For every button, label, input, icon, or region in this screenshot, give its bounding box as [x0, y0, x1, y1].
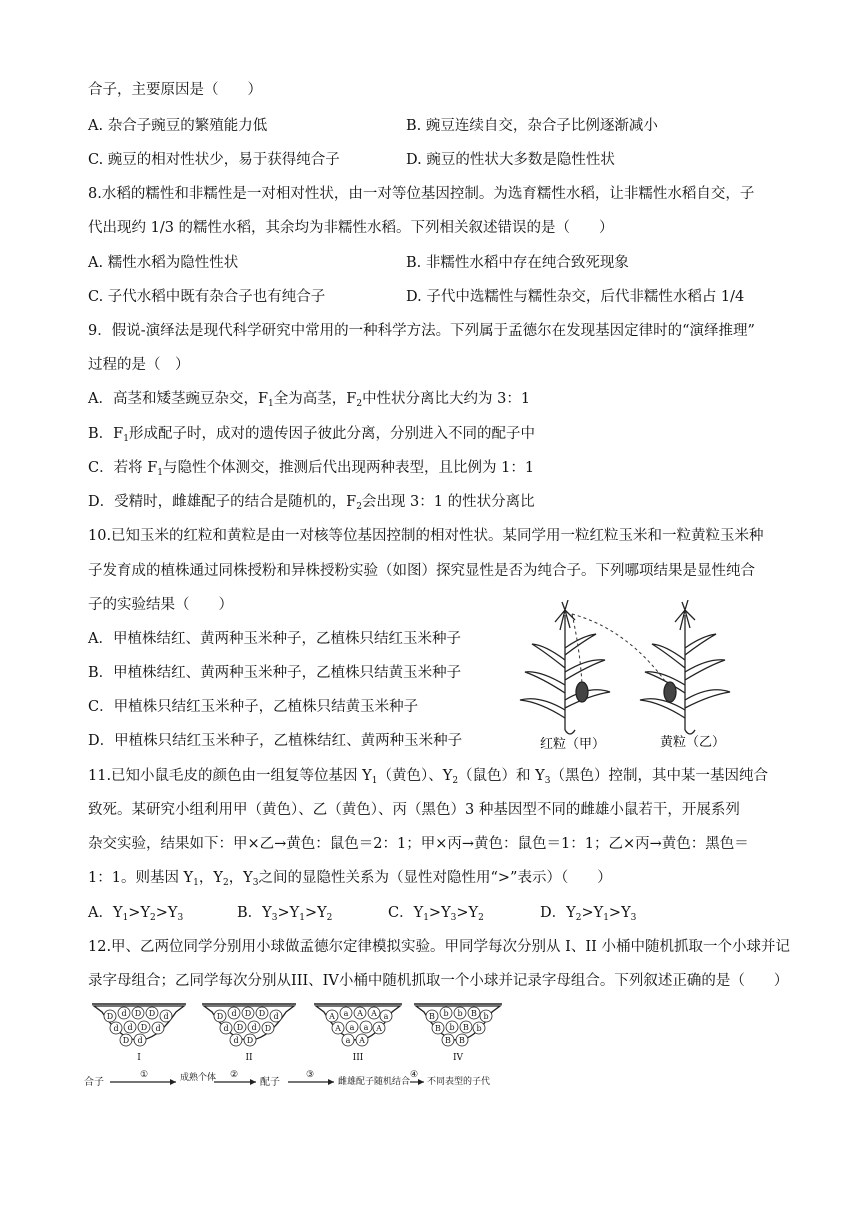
q12-stem-line1: 12.甲、乙两位同学分别用小球做孟德尔定律模拟实验。甲同学每次分别从 I、II 小桶中随机抓取一个小球并记	[88, 939, 790, 955]
q10-option-b: B．甲植株结红、黄两种玉米种子，乙植株只结黄玉米种子	[88, 665, 462, 681]
bucket-1	[92, 1004, 186, 1063]
q8-option-d: D. 子代中选糯性与糯性杂交，后代非糯性水稻占 1/4	[406, 289, 745, 305]
q7-stem: 合子，主要原因是（ ）	[88, 82, 262, 98]
q9-stem-line2: 过程的是（ ）	[88, 357, 190, 373]
svg-text:d: d	[155, 1024, 161, 1033]
q7-option-b: B. 豌豆连续自交，杂合子比例逐渐减小	[406, 118, 658, 134]
svg-text:B: B	[429, 1012, 435, 1021]
flow-chain	[84, 1070, 490, 1088]
svg-text:d: d	[127, 1023, 133, 1032]
svg-text:D: D	[264, 1024, 272, 1033]
svg-text:b: b	[443, 1009, 449, 1018]
q11-stem-line4: 1：1。则基因 $Y_1$，$Y_2$，$Y_3$之间的显隐性关系为（显性对隐性用“>”表示）（ ）	[88, 870, 612, 888]
svg-text:④: ④	[410, 1070, 419, 1080]
bucket-4-label: IV	[452, 1053, 464, 1063]
fig-label-red: 红粒（甲）	[540, 737, 606, 750]
svg-text:D: D	[122, 1036, 130, 1045]
bucket-4	[414, 1004, 502, 1063]
svg-text:①: ①	[140, 1070, 149, 1080]
flow-random-fusion: 雌雄配子随机结合	[338, 1077, 411, 1087]
q7-option-d: D. 豌豆的性状大多数是隐性性状	[406, 152, 615, 168]
q7-option-c: C. 豌豆的相对性状少，易于获得纯合子	[88, 152, 340, 168]
flow-offspring: 不同表型的子代	[427, 1077, 491, 1087]
q11-stem-line2: 致死。某研究小组利用甲（黄色）、乙（黄色）、丙（黑色）3 种基因型不同的雌雄小鼠若干，开展系列	[88, 802, 740, 818]
svg-text:B: B	[435, 1024, 441, 1033]
svg-text:d: d	[121, 1009, 127, 1018]
svg-text:d: d	[233, 1036, 239, 1045]
svg-text:b: b	[457, 1009, 463, 1018]
svg-text:A: A	[376, 1024, 382, 1033]
buckets-figure	[84, 998, 504, 1108]
flow-mature: 成熟个体	[180, 1073, 217, 1083]
svg-text:a: a	[363, 1023, 369, 1032]
svg-text:a: a	[349, 1023, 355, 1032]
bucket-3-label: III	[352, 1053, 364, 1063]
svg-text:a: a	[383, 1012, 389, 1021]
corn-plants-figure	[510, 600, 770, 750]
q9-option-a: A．高茎和矮茎豌豆杂交，$F_1$全为高茎，$F_2$中性状分离比大约为 3：1	[88, 391, 531, 409]
q10-stem-line1: 10.已知玉米的红粒和黄粒是由一对核等位基因控制的相对性状。某同学用一粒红粒玉米和一粒黄粒玉米种	[88, 528, 764, 544]
q8-stem-line1: 8.水稻的糯性和非糯性是一对相对性状，由一对等位基因控制。为选育糯性水稻，让非糯性水稻自交，子	[88, 186, 755, 202]
svg-text:b: b	[449, 1023, 455, 1032]
flow-zygote: 合子	[84, 1077, 104, 1088]
svg-text:D: D	[258, 1009, 266, 1018]
q10-option-d: D．甲植株只结红玉米种子，乙植株结红、黄两种玉米种子	[88, 733, 463, 749]
bucket-1-label: I	[137, 1053, 141, 1063]
svg-text:D: D	[148, 1009, 156, 1018]
svg-text:d: d	[223, 1024, 229, 1033]
svg-text:b: b	[476, 1024, 482, 1033]
svg-text:D: D	[134, 1009, 142, 1018]
svg-text:d: d	[231, 1009, 237, 1018]
q12-stem-line2: 录字母组合；乙同学每次分别从III、IV小桶中随机抓取一个小球并记录字母组合。下列叙述正确的是（ ）	[88, 973, 789, 989]
fig-label-yellow: 黄粒（乙）	[660, 735, 726, 750]
q9-option-b: B．$F_1$形成配子时，成对的遗传因子彼此分离，分别进入不同的配子中	[88, 426, 535, 444]
q8-option-c: C. 子代水稻中既有杂合子也有纯合子	[88, 289, 326, 305]
bucket-2-label: II	[245, 1053, 253, 1063]
flow-gamete: 配子	[260, 1077, 280, 1088]
corn-plant-left	[520, 600, 610, 734]
svg-text:A: A	[359, 1036, 365, 1045]
q11-option-d: D．$Y_2>Y_1>Y_3$	[540, 905, 637, 923]
q10-stem-line2: 子发育成的植株通过同株授粉和异株授粉实验（如图）探究显性是否为纯合子。下列哪项结果是显性纯合	[88, 563, 755, 579]
svg-text:d: d	[273, 1012, 279, 1021]
svg-text:②: ②	[230, 1070, 239, 1080]
svg-text:D: D	[106, 1012, 114, 1021]
q10-option-c: C．甲植株只结红玉米种子，乙植株只结黄玉米种子	[88, 699, 419, 715]
svg-text:A: A	[335, 1024, 341, 1033]
q11-option-b: B．$Y_3>Y_1>Y_2$	[237, 905, 333, 923]
q9-option-d: D．受精时，雌雄配子的结合是随机的，$F_2$会出现 3：1 的性状分离比	[88, 494, 535, 512]
svg-text:d: d	[251, 1023, 257, 1032]
q10-stem-line3: 子的实验结果（ ）	[88, 597, 233, 613]
q11-stem-line1: 11.已知小鼠毛皮的颜色由一组复等位基因 $Y_1$（黄色）、$Y_2$（鼠色）和 $Y_3$（黑色）控制，其中某一基因纯合	[88, 768, 768, 786]
svg-text:d: d	[137, 1036, 143, 1045]
svg-text:D: D	[244, 1009, 252, 1018]
bucket-3	[314, 1004, 402, 1063]
svg-text:a: a	[343, 1009, 349, 1018]
svg-text:B: B	[445, 1036, 451, 1045]
bucket-2	[202, 1004, 296, 1063]
svg-text:B: B	[471, 1009, 477, 1018]
svg-text:a: a	[345, 1036, 351, 1045]
q10-option-a: A．甲植株结红、黄两种玉米种子，乙植株只结红玉米种子	[88, 631, 461, 647]
q8-option-a: A. 糯性水稻为隐性性状	[88, 255, 239, 271]
svg-text:A: A	[357, 1009, 363, 1018]
q7-option-a: A. 杂合子豌豆的繁殖能力低	[88, 118, 268, 134]
q11-stem-line3: 杂交实验，结果如下：甲×乙→黄色：鼠色＝2：1；甲×丙→黄色：鼠色＝1：1；乙×丙→黄色：黑色＝	[88, 836, 749, 852]
q8-option-b: B. 非糯性水稻中存在纯合致死现象	[406, 255, 629, 271]
q9-stem-line1: 9．假说-演绎法是现代科学研究中常用的一种科学方法。下列属于孟德尔在发现基因定律时的“演绎推理”	[88, 323, 755, 339]
svg-text:D: D	[246, 1036, 254, 1045]
svg-text:b: b	[483, 1012, 489, 1021]
svg-text:D: D	[140, 1023, 148, 1032]
svg-text:B: B	[463, 1023, 469, 1032]
svg-text:A: A	[329, 1012, 335, 1021]
svg-text:D: D	[236, 1023, 244, 1032]
q11-option-c: C．$Y_1>Y_3>Y_2$	[388, 905, 484, 923]
q9-option-c: C．若将 $F_1$与隐性个体测交，推测后代出现两种表型，且比例为 1：1	[88, 460, 535, 478]
svg-text:B: B	[459, 1036, 465, 1045]
svg-text:③: ③	[306, 1070, 315, 1080]
q11-option-a: A．$Y_1>Y_2>Y_3$	[88, 905, 184, 923]
svg-text:A: A	[371, 1009, 377, 1018]
q8-stem-line2: 代出现约 1/3 的糯性水稻，其余均为非糯性水稻。下列相关叙述错误的是（ ）	[88, 220, 614, 236]
svg-text:d: d	[113, 1024, 119, 1033]
svg-text:D: D	[216, 1012, 224, 1021]
svg-text:d: d	[163, 1012, 169, 1021]
